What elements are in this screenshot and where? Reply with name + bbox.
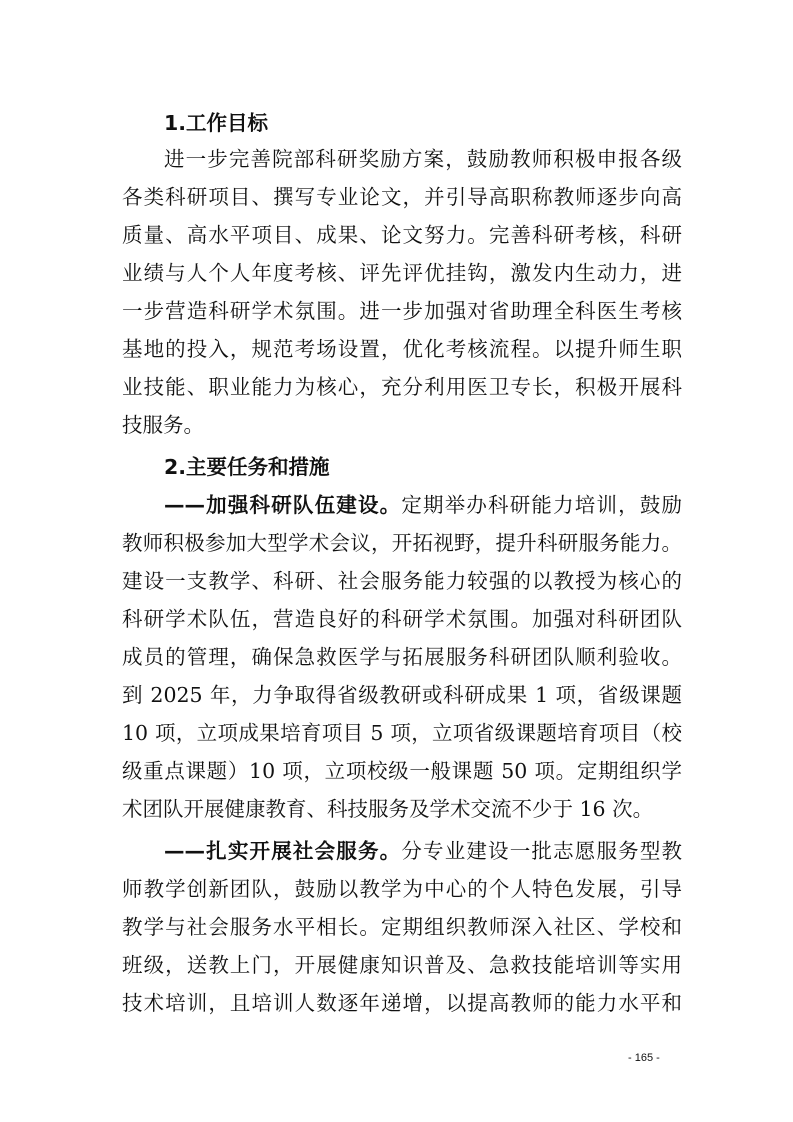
paragraph-line: 建设一支教学、科研、社会服务能力较强的以教授为核心的	[122, 569, 682, 593]
paragraph-line: 班级，送教上门，开展健康知识普及、急救技能培训等实用	[122, 953, 682, 977]
paragraph-line: 一步营造科研学术氛围。进一步加强对省助理全科医生考核	[122, 299, 682, 323]
paragraph-line: 教学与社会服务水平相长。定期组织教师深入社区、学校和	[122, 915, 682, 939]
section-1-heading: 1.工作目标	[164, 111, 269, 135]
paragraph-line: 业技能、职业能力为核心，充分利用医卫专长，积极开展科	[122, 375, 682, 399]
paragraph-line: 技服务。	[122, 413, 204, 437]
paragraph-line: 教师积极参加大型学术会议，开拓视野，提升科研服务能力。	[122, 531, 682, 555]
paragraph-line: 质量、高水平项目、成果、论文努力。完善科研考核，科研	[122, 223, 682, 247]
paragraph-line: 术团队开展健康教育、科技服务及学术交流不少于 16 次。	[122, 797, 654, 821]
subsection-title-social-service: ——扎实开展社会服务。	[164, 839, 402, 863]
paragraph-line	[164, 831, 682, 871]
paragraph-line: 师教学创新团队，鼓励以教学为中心的个人特色发展，引导	[122, 877, 682, 901]
paragraph-line: 到 2025 年，力争取得省级教研或科研成果 1 项，省级课题	[122, 683, 682, 707]
paragraph-line: 进一步完善院部科研奖励方案，鼓励教师积极申报各级	[164, 147, 682, 171]
paragraph-line: 业绩与人个人年度考核、评先评优挂钩，激发内生动力，进	[122, 261, 682, 285]
page-number: - 165 -	[628, 1052, 660, 1064]
section-2-heading: 2.主要任务和措施	[164, 455, 330, 479]
paragraph-line: 技术培训，且培训人数逐年递增，以提高教师的能力水平和	[122, 991, 682, 1015]
paragraph-line	[164, 485, 682, 525]
paragraph-line: 基地的投入，规范考场设置，优化考核流程。以提升师生职	[122, 337, 682, 361]
subsection-title-research-team: ——加强科研队伍建设。	[164, 493, 402, 517]
paragraph-line: 各类科研项目、撰写专业论文，并引导高职称教师逐步向高	[122, 185, 682, 209]
paragraph-line: 级重点课题）10 项，立项校级一般课题 50 项。定期组织学	[122, 759, 682, 783]
paragraph-line: 科研学术队伍，营造良好的科研学术氛围。加强对科研团队	[122, 607, 682, 631]
paragraph-line-rest: 分专业建设一批志愿服务型教	[401, 839, 683, 863]
paragraph-line: 10 项，立项成果培育项目 5 项，立项省级课题培育项目（校	[122, 721, 682, 745]
paragraph-line-rest: 定期举办科研能力培训，鼓励	[401, 493, 683, 517]
paragraph-line: 成员的管理，确保急救医学与拓展服务科研团队顺利验收。	[122, 645, 682, 669]
